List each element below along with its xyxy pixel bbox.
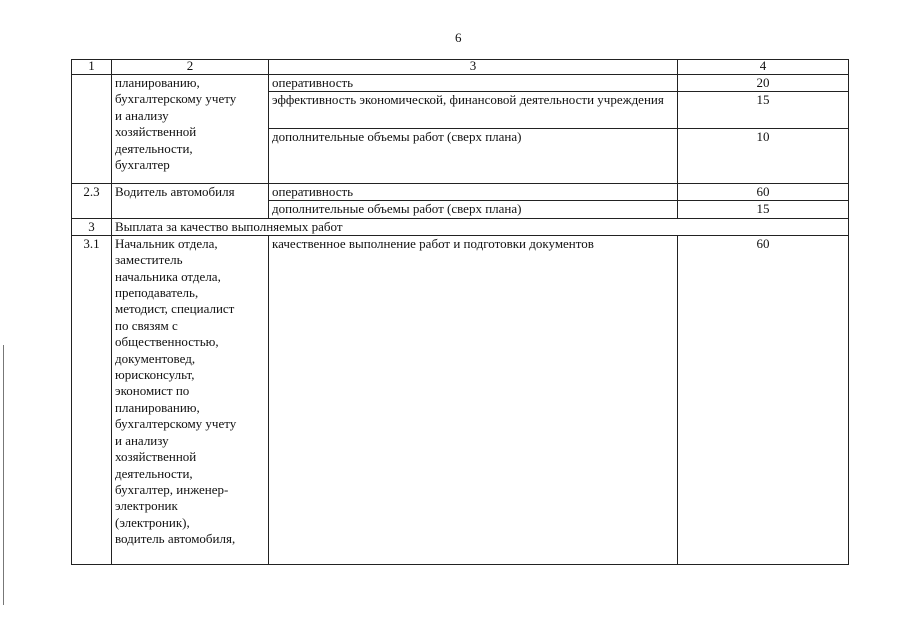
position-name-line: заместитель (115, 252, 183, 268)
position-name-line: документовед, (115, 350, 196, 366)
row-number-cell: 3.1 (72, 235, 112, 564)
position-name-line: юрисконсульт, (115, 367, 195, 383)
position-name-line: методист, специалист (115, 301, 235, 317)
position-name-line: деятельности, (115, 140, 193, 156)
header-col-1: 1 (72, 60, 112, 75)
position-name-line: Начальник отдела, (115, 235, 218, 251)
header-col-3: 3 (269, 60, 678, 75)
position-name-line: хозяйственной (115, 124, 197, 140)
criterion-cell: эффективность экономической, финансовой деятельности учреждения (269, 92, 678, 129)
table-row (72, 75, 849, 92)
table-row (72, 184, 849, 201)
page-number: 6 (455, 30, 462, 45)
position-name-cell (112, 235, 269, 564)
position-name-line: бухгалтер (115, 157, 170, 173)
position-name-line: бухгалтер, инженер- (115, 481, 229, 497)
header-col-2: 2 (112, 60, 269, 75)
value-cell: 10 (678, 129, 849, 184)
value-cell: 15 (678, 201, 849, 218)
table-row (72, 235, 849, 564)
position-name-line: бухгалтерскому учету (115, 91, 237, 107)
position-name-line: (электроник), (115, 514, 190, 530)
value-cell: 20 (678, 75, 849, 92)
row-number-cell: 2.3 (72, 184, 112, 218)
position-name-line: планированию, (115, 399, 200, 415)
position-name-cell (112, 75, 269, 184)
value-cell: 60 (678, 184, 849, 201)
position-name-line: хозяйственной (115, 449, 197, 465)
position-name-line: бухгалтерскому учету (115, 416, 237, 432)
section-number-cell: 3 (72, 218, 112, 235)
criterion-cell: дополнительные объемы работ (сверх плана) (269, 201, 678, 218)
value-cell: 60 (678, 235, 849, 564)
position-name-line: электроник (115, 498, 178, 514)
criterion-cell: качественное выполнение работ и подготовки документов (269, 235, 678, 564)
table-row (72, 218, 849, 235)
scan-margin-line (3, 345, 4, 605)
payments-table (71, 59, 849, 565)
position-name-line: и анализу (115, 107, 169, 123)
position-name-line: общественностью, (115, 334, 219, 350)
position-name-line: деятельности, (115, 465, 193, 481)
header-col-4: 4 (678, 60, 849, 75)
value-cell: 15 (678, 92, 849, 129)
position-name-line: по связям с (115, 317, 178, 333)
position-name-cell: Водитель автомобиля (112, 184, 269, 218)
criterion-cell: дополнительные объемы работ (сверх плана) (269, 129, 678, 184)
criterion-cell: оперативность (269, 75, 678, 92)
position-name-line: экономист по (115, 383, 190, 399)
criterion-cell: оперативность (269, 184, 678, 201)
row-number-cell (72, 75, 112, 184)
position-name-line: планированию, (115, 75, 200, 90)
section-title-cell: Выплата за качество выполняемых работ (112, 218, 849, 235)
table-header-row (72, 60, 849, 75)
position-name-line: начальника отдела, (115, 268, 221, 284)
position-name-line: водитель автомобиля, (115, 531, 236, 547)
position-name-line: и анализу (115, 432, 169, 448)
position-name-line: преподаватель, (115, 285, 199, 301)
